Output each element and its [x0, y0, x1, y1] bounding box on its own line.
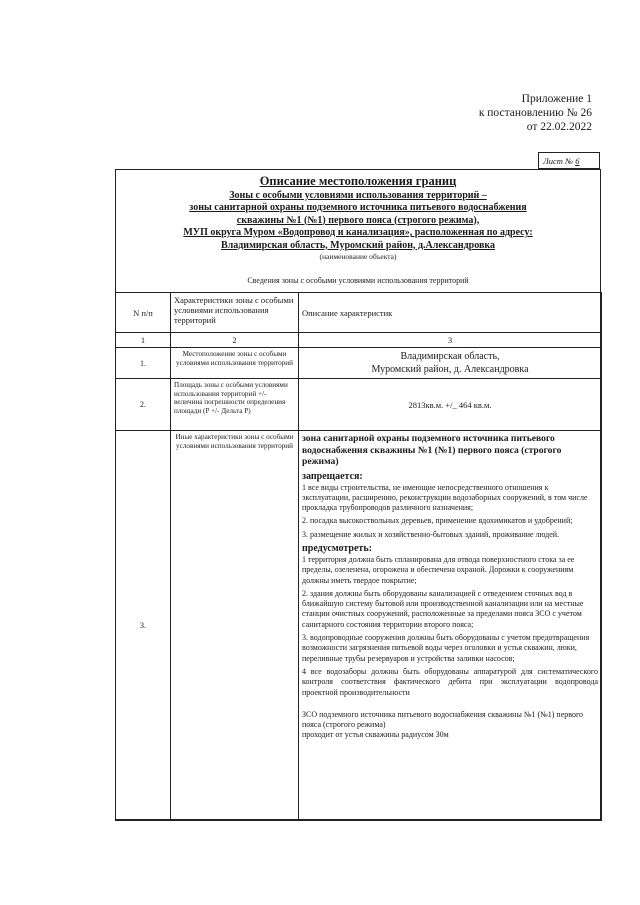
- prohibited-item-2: 2. посадка высокоствольных деревьев, применение ядохимикатов и удобрений;: [302, 516, 573, 526]
- section-intro: Сведения зоны с особыми условиями использования территорий: [247, 276, 469, 285]
- sheet-label: Лист №: [543, 156, 574, 166]
- object-name-caption: (наименование объекта): [319, 252, 397, 261]
- column-number-row: [116, 333, 602, 348]
- header-description: Описание характеристик: [299, 293, 602, 333]
- row-1-num: 1.: [116, 348, 171, 379]
- header-num: N п/п: [116, 293, 171, 333]
- table-header-row: [116, 293, 602, 333]
- location-region: Владимирская область,: [400, 351, 500, 362]
- title-line-4: МУП округа Муром «Водопровод и канализация», расположенная по адресу:: [183, 227, 533, 238]
- col-number-2: 2: [171, 333, 299, 348]
- prohibited-item-3: 3. размещение жилых и хозяйственно-бытовых зданий, проживание людей.: [302, 529, 560, 539]
- title-line-1: Зоны с особыми условиями использования территорий –: [229, 189, 487, 201]
- document-header: [479, 92, 592, 134]
- sheet-number-box: [538, 152, 600, 169]
- header-characteristic: Характеристики зоны с особыми условиями использования территорий: [171, 293, 299, 333]
- table-row: [116, 348, 602, 379]
- prohibited-item-1: 1 все виды строительства, не имеющие непосредственного отношения к эксплуатации, расширению, реконструкции водозаборных сооружений, в том числе прокладка трубопроводов различного назначения;: [302, 482, 588, 513]
- provide-item-4: 4 все водозаборы должны быть оборудованы аппаратурой для систематического контроля соответствия фактического дебита при эксплуатации водопровода проектной производительности: [302, 666, 598, 697]
- provide-item-2: 2. здания должны быть оборудованы канализацией с отведением сточных вод в ближайшую систему бытовой или производственной канализации или на местные станции очистных сооружений, расположенные за пределами пояса ЗСО с учетом санитарного состояния территории второго пояса;: [302, 588, 584, 629]
- col-number-1: 1: [116, 333, 171, 348]
- row-3-description: [299, 431, 602, 821]
- sheet-number: 6: [575, 156, 580, 166]
- row-2-characteristic: Площадь зоны с особыми условиями использования территорий +/- величина погрешности определения площади (P +/- Дельта P): [171, 379, 299, 431]
- title-line-5: Владимирская область, Муромский район, д.Александровка: [220, 239, 496, 251]
- title-line-2: зоны санитарной охраны подземного источника питьевого водоснабжения: [189, 202, 527, 213]
- row-3-num: 3.: [116, 431, 171, 821]
- provide-heading: предусмотреть:: [302, 542, 372, 554]
- boundary-zone-name: ЗСО подземного источника питьевого водоснабжения скважины №1 (№1) первого пояса (строгого режима): [302, 709, 584, 730]
- row-2-num: 2.: [116, 379, 171, 431]
- resolution-date: от 22.02.2022: [526, 121, 592, 133]
- provide-item-3: 3. водопроводные сооружения должны быть оборудованы с учетом предотвращения возможности загрязнения питьевой воды через оголовки и устья скважин, люки, переливные трубы резервуаров и устройства заливки насосов;: [302, 633, 590, 663]
- row-3-characteristic: Иные характеристики зоны с особыми условиями использования территорий: [171, 431, 299, 821]
- row-2-area: 2813кв.м. +/_ 464 кв.м.: [299, 379, 602, 431]
- prohibited-heading: запрещается:: [302, 470, 363, 482]
- document-title: [115, 175, 601, 261]
- location-district: Муромский район, д. Александровка: [371, 364, 529, 375]
- zone-title: зона санитарной охраны подземного источника питьевого водоснабжения скважины №1 (№1) первого пояса (строгого режима): [302, 433, 562, 467]
- boundary-radius: проходит от устья скважины радиусом 30м: [302, 730, 449, 740]
- title-line-3: скважины №1 (№1) первого пояса (строгого режима),: [236, 214, 480, 226]
- table-row: [116, 379, 602, 431]
- resolution-ref: к постановлению № 26: [478, 107, 592, 119]
- row-1-description: [299, 348, 602, 379]
- row-1-characteristic: Местоположение зоны с особыми условиями использования территорий: [171, 348, 299, 379]
- page-title: Описание местоположения границ: [259, 174, 457, 188]
- appendix-label: Приложение 1: [521, 93, 592, 105]
- table-row: [116, 431, 602, 821]
- provide-item-1: 1 территория должна быть спланирована для отвода поверхностного стока за ее пределы, озеленена, огорожена и обеспечена охраной. Дорожки к сооружениям должны иметь твердое покрытие;: [302, 554, 575, 585]
- zone-info-table: [115, 292, 602, 821]
- col-number-3: 3: [299, 333, 602, 348]
